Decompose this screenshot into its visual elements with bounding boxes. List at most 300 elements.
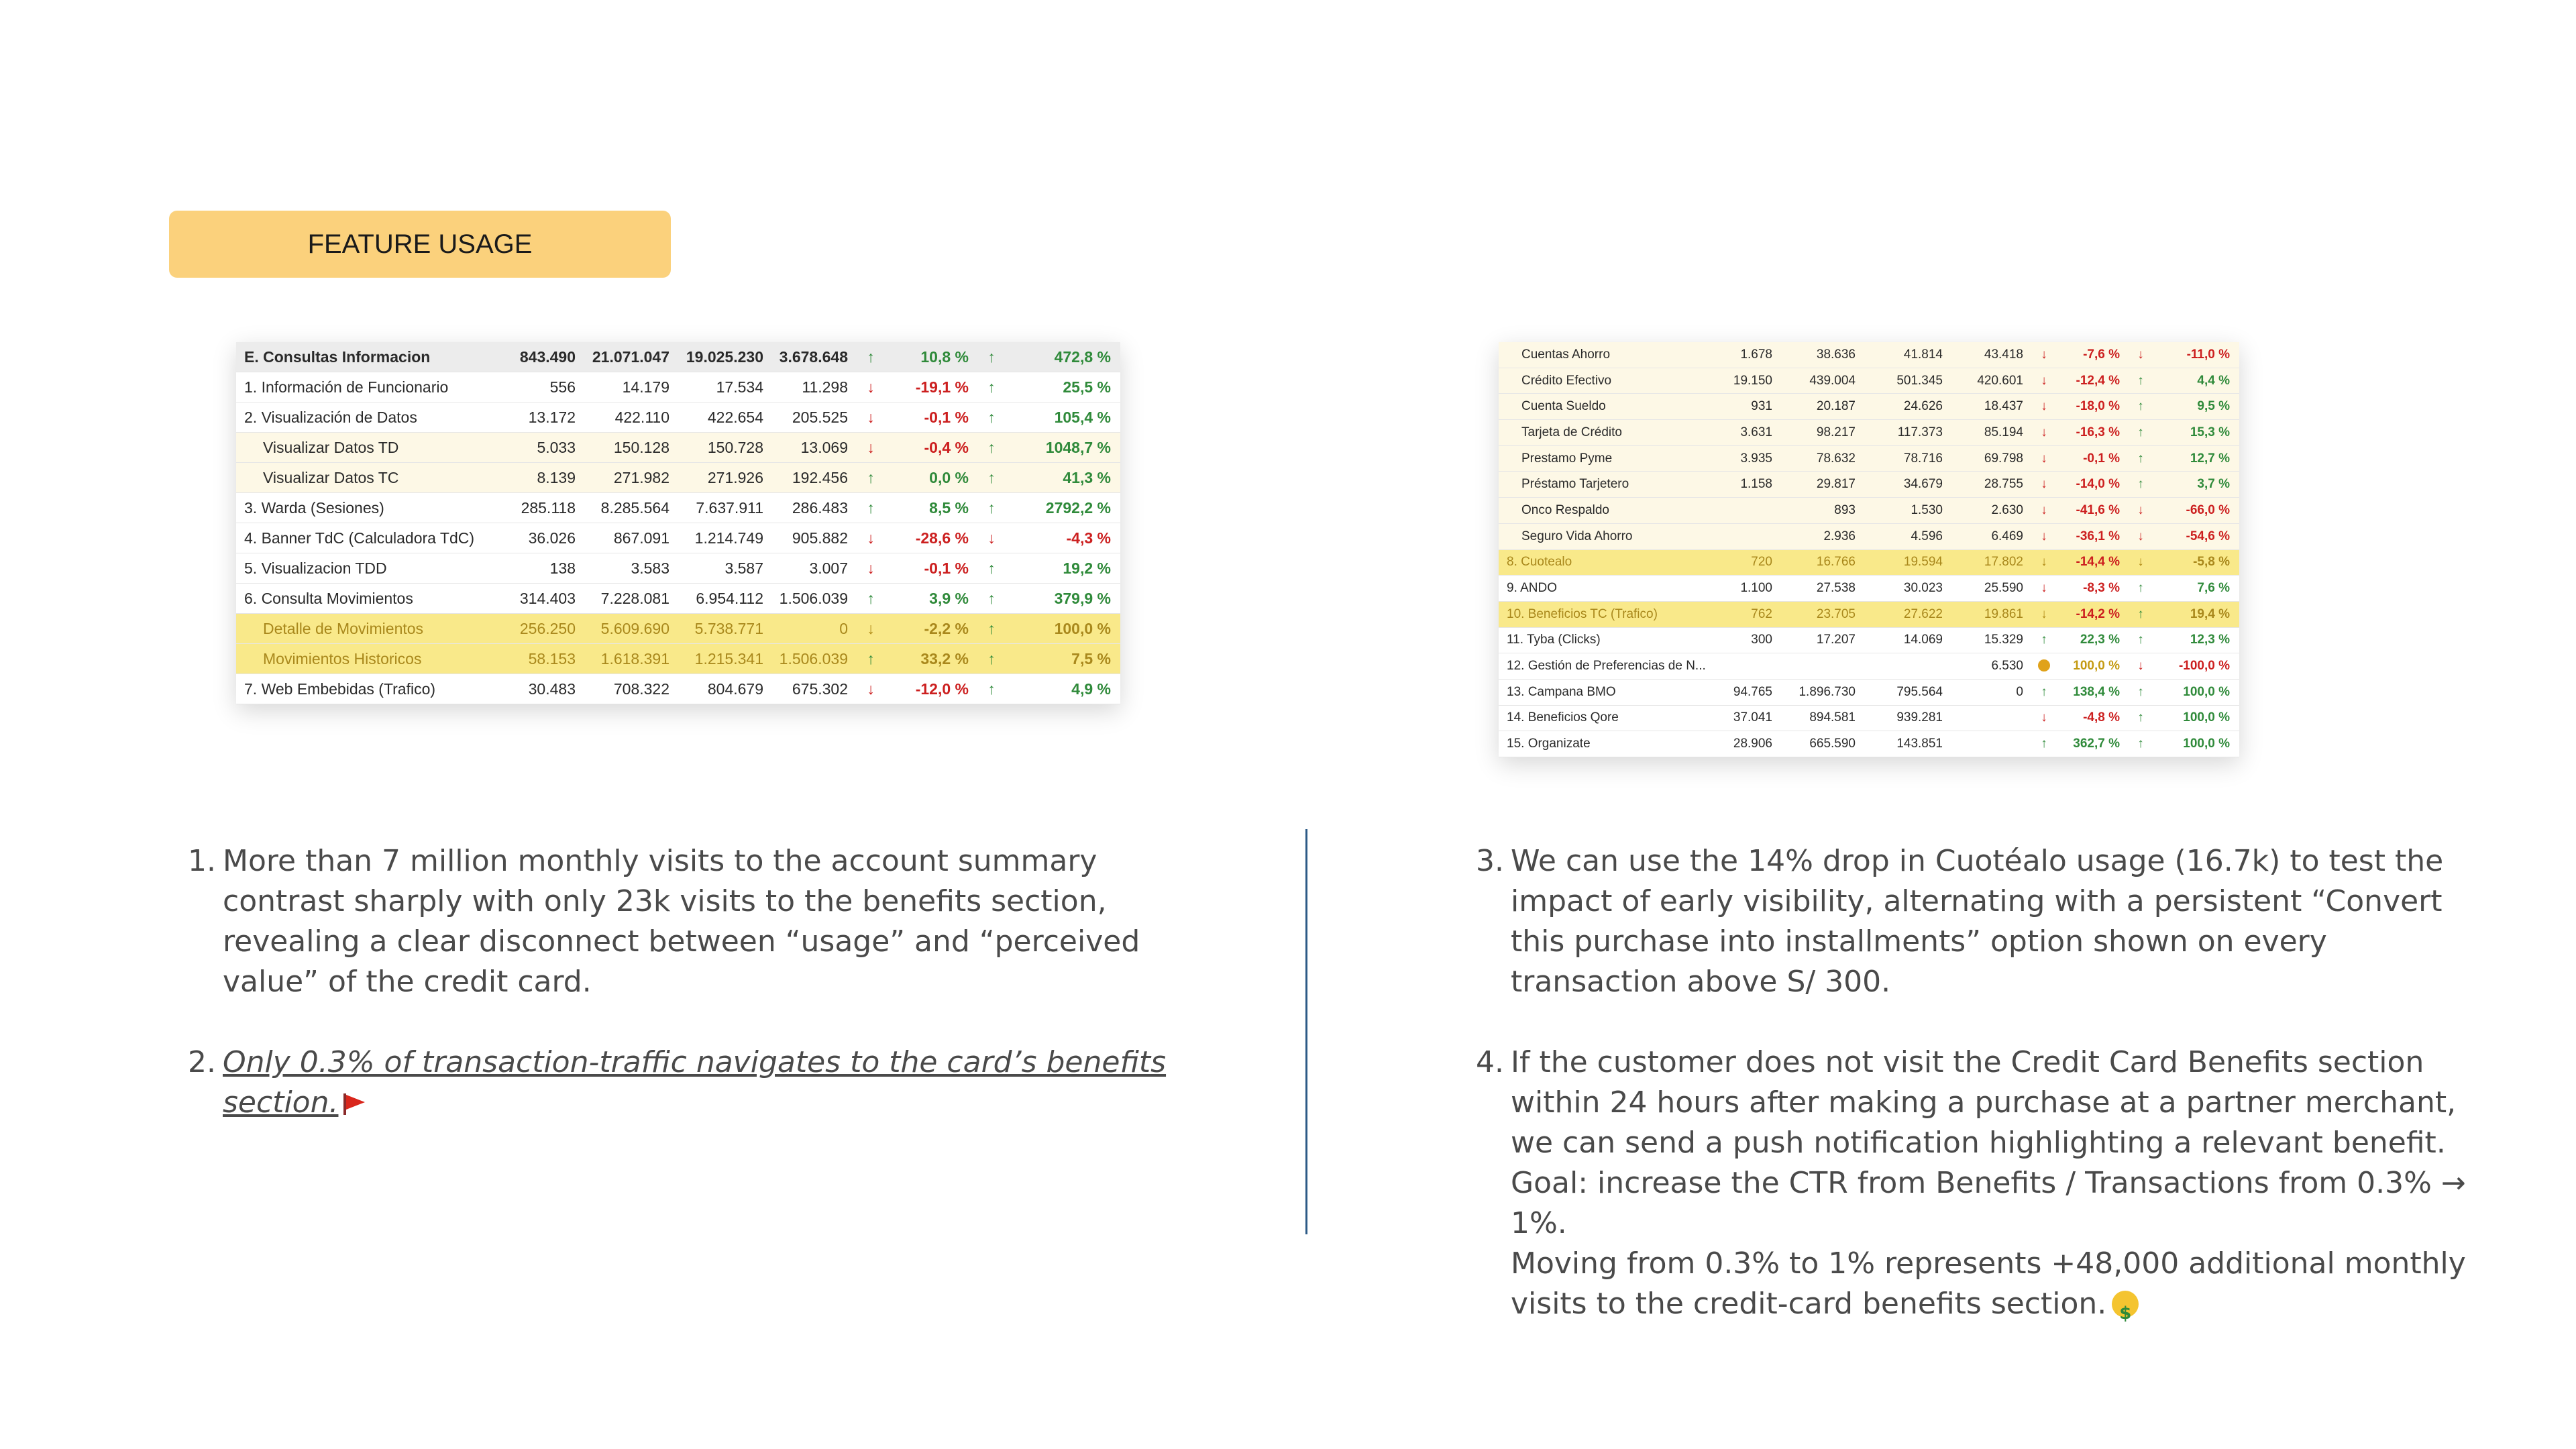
cell-value: 4.596: [1865, 523, 1952, 549]
pct-change: -12,0 %: [884, 674, 978, 704]
row-label: Detalle de Movimientos: [236, 614, 498, 644]
trend-arrow-icon: ↓: [2033, 601, 2055, 627]
cell-value: 117.373: [1865, 420, 1952, 446]
trend-arrow-icon: ↓: [978, 523, 1005, 553]
trend-arrow-icon: ↑: [978, 493, 1005, 523]
cell-value: 7.637.911: [679, 493, 773, 523]
cell-value: 939.281: [1865, 705, 1952, 731]
cell-value: 19.150: [1707, 368, 1782, 394]
insight-number: 1.: [188, 844, 216, 878]
row-label: 8. Cuotealo: [1499, 549, 1707, 576]
row-label: 12. Gestión de Preferencias de N...: [1499, 653, 1707, 680]
pct-change: 100,0 %: [2152, 705, 2239, 731]
insight-number: 2.: [188, 1045, 216, 1079]
table-row: [1499, 627, 2239, 653]
pct-change: 2792,2 %: [1005, 493, 1120, 523]
cell-value: 2.936: [1782, 523, 1865, 549]
cell-value: 15.329: [1952, 627, 2033, 653]
cell-value: 43.418: [1952, 342, 2033, 368]
cell-value: 720: [1707, 549, 1782, 576]
trend-arrow-icon: ↑: [857, 493, 884, 523]
trend-arrow-icon: ↓: [2033, 498, 2055, 524]
trend-arrow-icon: ↑: [857, 463, 884, 493]
row-label: 9. ANDO: [1499, 576, 1707, 602]
trend-arrow-icon: ↑: [857, 644, 884, 674]
cell-value: 5.738.771: [679, 614, 773, 644]
pct-change: -66,0 %: [2152, 498, 2239, 524]
pct-change: 33,2 %: [884, 644, 978, 674]
insight-item: [176, 1042, 1182, 1123]
trend-arrow-icon: ↑: [978, 614, 1005, 644]
trend-arrow-icon: ↓: [2033, 523, 2055, 549]
row-label: 15. Organizate: [1499, 731, 1707, 757]
cell-value: 843.490: [498, 342, 585, 372]
cell-value: 6.954.112: [679, 584, 773, 614]
cell-value: 14.179: [585, 372, 679, 402]
row-label: 11. Tyba (Clicks): [1499, 627, 1707, 653]
row-label: 10. Beneficios TC (Trafico): [1499, 601, 1707, 627]
row-label: 5. Visualizacion TDD: [236, 553, 498, 584]
table-row: [1499, 523, 2239, 549]
table-row: [1499, 679, 2239, 705]
pct-change: 9,5 %: [2152, 394, 2239, 420]
pct-change: 10,8 %: [884, 342, 978, 372]
trend-arrow-icon: ↑: [2129, 420, 2152, 446]
pct-change: -0,1 %: [884, 553, 978, 584]
cell-value: 138: [498, 553, 585, 584]
cell-value: 37.041: [1707, 705, 1782, 731]
cell-value: 795.564: [1865, 679, 1952, 705]
cell-value: 17.534: [679, 372, 773, 402]
trend-arrow-icon: ↑: [978, 463, 1005, 493]
pct-change: -54,6 %: [2152, 523, 2239, 549]
cell-value: 18.437: [1952, 394, 2033, 420]
cell-value: 6.469: [1952, 523, 2033, 549]
table-row: [236, 402, 1120, 433]
trend-arrow-icon: ↑: [978, 584, 1005, 614]
pct-change: -8,3 %: [2055, 576, 2129, 602]
trend-arrow-icon: ↑: [2129, 394, 2152, 420]
pct-change: 12,3 %: [2152, 627, 2239, 653]
trend-arrow-icon: ↑: [978, 433, 1005, 463]
cell-value: 8.139: [498, 463, 585, 493]
insight-impact: Moving from 0.3% to 1% represents +48,000 additional monthly visits to the credit-card benefits section.$: [1511, 1244, 2470, 1324]
pct-change: -5,8 %: [2152, 549, 2239, 576]
cell-value: 501.345: [1865, 368, 1952, 394]
row-label: Tarjeta de Crédito: [1499, 420, 1707, 446]
trend-arrow-icon: ↑: [2129, 601, 2152, 627]
trend-arrow-icon: ↑: [2033, 731, 2055, 757]
pct-change: 472,8 %: [1005, 342, 1120, 372]
cell-value: 38.636: [1782, 342, 1865, 368]
table-row: [1499, 445, 2239, 472]
cell-value: 665.590: [1782, 731, 1865, 757]
cell-value: 1.214.749: [679, 523, 773, 553]
row-label: Cuentas Ahorro: [1499, 342, 1707, 368]
cell-value: 29.817: [1782, 472, 1865, 498]
cell-value: 6.530: [1952, 653, 2033, 680]
pct-change: 100,0 %: [2152, 731, 2239, 757]
pct-change: -12,4 %: [2055, 368, 2129, 394]
trend-arrow-icon: ↑: [978, 372, 1005, 402]
cell-value: 0: [1952, 679, 2033, 705]
cell-value: 675.302: [773, 674, 857, 704]
trend-arrow-icon: ↓: [2129, 549, 2152, 576]
cell-value: 256.250: [498, 614, 585, 644]
pct-change: 1048,7 %: [1005, 433, 1120, 463]
cell-value: 762: [1707, 601, 1782, 627]
row-label: E. Consultas Informacion: [236, 342, 498, 372]
pct-change: 22,3 %: [2055, 627, 2129, 653]
cell-value: 314.403: [498, 584, 585, 614]
pct-change: -4,3 %: [1005, 523, 1120, 553]
cell-value: 905.882: [773, 523, 857, 553]
cell-value: 20.187: [1782, 394, 1865, 420]
pct-change: -11,0 %: [2152, 342, 2239, 368]
cell-value: 36.026: [498, 523, 585, 553]
cell-value: 34.679: [1865, 472, 1952, 498]
cell-value: 286.483: [773, 493, 857, 523]
cell-value: [1782, 653, 1865, 680]
insight-number: 4.: [1476, 1045, 1504, 1079]
table-row: [1499, 472, 2239, 498]
insights-list-right: [1464, 841, 2470, 1324]
table-row: [1499, 420, 2239, 446]
table-row: [236, 614, 1120, 644]
trend-arrow-icon: ↑: [978, 674, 1005, 704]
row-label: Seguro Vida Ahorro: [1499, 523, 1707, 549]
pct-change: 7,6 %: [2152, 576, 2239, 602]
cell-value: 2.630: [1952, 498, 2033, 524]
pct-change: 3,7 %: [2152, 472, 2239, 498]
cell-value: 7.228.081: [585, 584, 679, 614]
cell-value: [1952, 705, 2033, 731]
trend-arrow-icon: ↓: [2129, 653, 2152, 680]
row-label: 14. Beneficios Qore: [1499, 705, 1707, 731]
cell-value: 804.679: [679, 674, 773, 704]
cell-value: [1865, 653, 1952, 680]
cell-value: 19.594: [1865, 549, 1952, 576]
insight-text: More than 7 million monthly visits to the account summary contrast sharply with only 23k visits to the benefits section, revealing a clear disconnect between “usage” and “perceived value” of the credit card.: [223, 844, 1140, 999]
pct-change: 4,4 %: [2152, 368, 2239, 394]
cell-value: 1.506.039: [773, 644, 857, 674]
cell-value: 25.590: [1952, 576, 2033, 602]
table-row: [236, 433, 1120, 463]
cell-value: 1.506.039: [773, 584, 857, 614]
trend-arrow-icon: ↓: [2129, 342, 2152, 368]
row-label: Visualizar Datos TC: [236, 463, 498, 493]
pct-change: -14,4 %: [2055, 549, 2129, 576]
cell-value: 30.483: [498, 674, 585, 704]
cell-value: 931: [1707, 394, 1782, 420]
cell-value: [1952, 731, 2033, 757]
table-row: [236, 493, 1120, 523]
row-label: Crédito Efectivo: [1499, 368, 1707, 394]
table-row: [1499, 394, 2239, 420]
insight-item: [176, 841, 1182, 1002]
row-label: 2. Visualización de Datos: [236, 402, 498, 433]
cell-value: 420.601: [1952, 368, 2033, 394]
cell-value: 30.023: [1865, 576, 1952, 602]
cell-value: 1.100: [1707, 576, 1782, 602]
trend-arrow-icon: ↓: [2033, 368, 2055, 394]
row-label: 7. Web Embebidas (Trafico): [236, 674, 498, 704]
row-label: 6. Consulta Movimientos: [236, 584, 498, 614]
cell-value: 422.110: [585, 402, 679, 433]
table-row: [1499, 601, 2239, 627]
pct-change: 41,3 %: [1005, 463, 1120, 493]
pct-change: 19,2 %: [1005, 553, 1120, 584]
neutral-dot-icon: [2038, 659, 2050, 672]
trend-arrow-icon: ↓: [857, 433, 884, 463]
pct-change: -4,8 %: [2055, 705, 2129, 731]
row-label: Onco Respaldo: [1499, 498, 1707, 524]
cell-value: 11.298: [773, 372, 857, 402]
cell-value: 271.926: [679, 463, 773, 493]
table-row: [236, 553, 1120, 584]
trend-arrow-icon: ↑: [978, 644, 1005, 674]
pct-change: 3,9 %: [884, 584, 978, 614]
trend-arrow-icon: ↓: [857, 402, 884, 433]
row-label: 13. Campana BMO: [1499, 679, 1707, 705]
cell-value: 27.622: [1865, 601, 1952, 627]
money-face-icon: [2112, 1291, 2139, 1318]
trend-arrow-icon: ↓: [2033, 394, 2055, 420]
trend-arrow-icon: [2033, 653, 2055, 680]
trend-arrow-icon: ↑: [2129, 576, 2152, 602]
cell-value: 708.322: [585, 674, 679, 704]
trend-arrow-icon: ↓: [2129, 523, 2152, 549]
pct-change: 25,5 %: [1005, 372, 1120, 402]
cell-value: 58.153: [498, 644, 585, 674]
pct-change: -16,3 %: [2055, 420, 2129, 446]
trend-arrow-icon: ↑: [2033, 679, 2055, 705]
trend-arrow-icon: ↑: [2129, 731, 2152, 757]
table-row: [1499, 731, 2239, 757]
cell-value: 150.728: [679, 433, 773, 463]
table-row: [236, 584, 1120, 614]
cell-value: 3.583: [585, 553, 679, 584]
cell-value: 1.215.341: [679, 644, 773, 674]
cell-value: [1707, 653, 1782, 680]
cell-value: 556: [498, 372, 585, 402]
pct-change: -28,6 %: [884, 523, 978, 553]
table-row: [1499, 549, 2239, 576]
table-row: [1499, 705, 2239, 731]
cell-value: 24.626: [1865, 394, 1952, 420]
trend-arrow-icon: ↓: [857, 674, 884, 704]
insights-list-left: [176, 841, 1182, 1123]
cell-value: 17.802: [1952, 549, 2033, 576]
pct-change: 15,3 %: [2152, 420, 2239, 446]
cell-value: 894.581: [1782, 705, 1865, 731]
cell-value: 17.207: [1782, 627, 1865, 653]
trend-arrow-icon: ↓: [2033, 472, 2055, 498]
cell-value: 13.172: [498, 402, 585, 433]
feature-usage-badge: [169, 211, 671, 278]
cell-value: 205.525: [773, 402, 857, 433]
cell-value: 439.004: [1782, 368, 1865, 394]
cell-value: 94.765: [1707, 679, 1782, 705]
insight-goal: Goal: increase the CTR from Benefits / Transactions from 0.3% → 1%.: [1511, 1166, 2466, 1240]
trend-arrow-icon: ↑: [2129, 472, 2152, 498]
insight-item: [1464, 841, 2470, 1002]
cell-value: 85.194: [1952, 420, 2033, 446]
table-row: [1499, 368, 2239, 394]
cell-value: [1707, 498, 1782, 524]
cell-value: 69.798: [1952, 445, 2033, 472]
trend-arrow-icon: ↓: [2033, 705, 2055, 731]
pct-change: 4,9 %: [1005, 674, 1120, 704]
trend-arrow-icon: ↑: [2129, 705, 2152, 731]
trend-arrow-icon: ↑: [978, 402, 1005, 433]
table-row: [1499, 653, 2239, 680]
cell-value: 3.007: [773, 553, 857, 584]
trend-arrow-icon: ↓: [2033, 576, 2055, 602]
cell-value: 1.678: [1707, 342, 1782, 368]
pct-change: 100,0 %: [1005, 614, 1120, 644]
cell-value: 8.285.564: [585, 493, 679, 523]
pct-change: 100,0 %: [2055, 653, 2129, 680]
table-row: [236, 644, 1120, 674]
cell-value: 28.755: [1952, 472, 2033, 498]
row-label: Movimientos Historicos: [236, 644, 498, 674]
cell-value: 14.069: [1865, 627, 1952, 653]
pct-change: -2,2 %: [884, 614, 978, 644]
badge-title: FEATURE USAGE: [307, 229, 533, 259]
cell-value: 78.632: [1782, 445, 1865, 472]
pct-change: -0,1 %: [2055, 445, 2129, 472]
cell-value: 19.025.230: [679, 342, 773, 372]
insight-text: We can use the 14% drop in Cuotéalo usage (16.7k) to test the impact of early visibility, alternating with a persistent “Convert this purchase into installments” option shown on every transaction above S/ 300.: [1511, 844, 2444, 999]
trend-arrow-icon: ↓: [2033, 342, 2055, 368]
cell-value: 5.609.690: [585, 614, 679, 644]
cell-value: 1.618.391: [585, 644, 679, 674]
cell-value: 285.118: [498, 493, 585, 523]
row-label: 1. Información de Funcionario: [236, 372, 498, 402]
pct-change: -41,6 %: [2055, 498, 2129, 524]
cell-value: 41.814: [1865, 342, 1952, 368]
cell-value: 422.654: [679, 402, 773, 433]
table-row: [1499, 342, 2239, 368]
pct-change: -18,0 %: [2055, 394, 2129, 420]
pct-change: -36,1 %: [2055, 523, 2129, 549]
trend-arrow-icon: ↑: [857, 342, 884, 372]
trend-arrow-icon: ↓: [2033, 420, 2055, 446]
pct-change: 362,7 %: [2055, 731, 2129, 757]
pct-change: 7,5 %: [1005, 644, 1120, 674]
cell-value: 23.705: [1782, 601, 1865, 627]
trend-arrow-icon: ↓: [2033, 445, 2055, 472]
trend-arrow-icon: ↓: [857, 614, 884, 644]
cell-value: 16.766: [1782, 549, 1865, 576]
pct-change: 19,4 %: [2152, 601, 2239, 627]
cell-value: 28.906: [1707, 731, 1782, 757]
cell-value: 0: [773, 614, 857, 644]
trend-arrow-icon: ↑: [857, 584, 884, 614]
insight-number: 3.: [1476, 844, 1504, 878]
table-row: [1499, 576, 2239, 602]
pct-change: 12,7 %: [2152, 445, 2239, 472]
cell-value: 192.456: [773, 463, 857, 493]
trend-arrow-icon: ↑: [2129, 368, 2152, 394]
pct-change: -19,1 %: [884, 372, 978, 402]
pct-change: 8,5 %: [884, 493, 978, 523]
pct-change: 138,4 %: [2055, 679, 2129, 705]
cell-value: 3.631: [1707, 420, 1782, 446]
table-row: [236, 372, 1120, 402]
column-divider: [1305, 829, 1307, 1234]
pct-change: -7,6 %: [2055, 342, 2129, 368]
trend-arrow-icon: ↓: [857, 523, 884, 553]
row-label: 4. Banner TdC (Calculadora TdC): [236, 523, 498, 553]
insight-item: [1464, 1042, 2470, 1324]
trend-arrow-icon: ↑: [2033, 627, 2055, 653]
pct-change: -0,4 %: [884, 433, 978, 463]
pct-change: 0,0 %: [884, 463, 978, 493]
cell-value: 271.982: [585, 463, 679, 493]
trend-arrow-icon: ↑: [2129, 445, 2152, 472]
row-label: 3. Warda (Sesiones): [236, 493, 498, 523]
table-row: [236, 463, 1120, 493]
cell-value: 13.069: [773, 433, 857, 463]
cell-value: 21.071.047: [585, 342, 679, 372]
pct-change: 100,0 %: [2152, 679, 2239, 705]
pct-change: -0,1 %: [884, 402, 978, 433]
pct-change: -100,0 %: [2152, 653, 2239, 680]
cell-value: 1.158: [1707, 472, 1782, 498]
red-flag-icon: [342, 1093, 365, 1114]
trend-arrow-icon: ↓: [2033, 549, 2055, 576]
table-row: [236, 674, 1120, 704]
insight-text-emphasis: Only 0.3% of transaction-traffic navigates to the card’s benefits section.: [223, 1045, 1167, 1120]
insight-text: If the customer does not visit the Credit Card Benefits section within 24 hours after making a purchase at a partner merchant, we can send a push notification highlighting a relevant benefit.: [1511, 1045, 2457, 1160]
row-label: Cuenta Sueldo: [1499, 394, 1707, 420]
feature-usage-table-left: [236, 342, 1120, 704]
table-row: [1499, 498, 2239, 524]
trend-arrow-icon: ↑: [2129, 679, 2152, 705]
pct-change: 379,9 %: [1005, 584, 1120, 614]
row-label: Prestamo Pyme: [1499, 445, 1707, 472]
cell-value: 98.217: [1782, 420, 1865, 446]
cell-value: 893: [1782, 498, 1865, 524]
cell-value: 1.530: [1865, 498, 1952, 524]
cell-value: 3.587: [679, 553, 773, 584]
cell-value: 78.716: [1865, 445, 1952, 472]
row-label: Préstamo Tarjetero: [1499, 472, 1707, 498]
cell-value: 1.896.730: [1782, 679, 1865, 705]
cell-value: 867.091: [585, 523, 679, 553]
trend-arrow-icon: ↓: [857, 553, 884, 584]
cell-value: 3.678.648: [773, 342, 857, 372]
feature-usage-table-right: [1499, 342, 2239, 757]
trend-arrow-icon: ↓: [857, 372, 884, 402]
cell-value: 300: [1707, 627, 1782, 653]
pct-change: -14,2 %: [2055, 601, 2129, 627]
trend-arrow-icon: ↑: [978, 342, 1005, 372]
cell-value: 143.851: [1865, 731, 1952, 757]
cell-value: 27.538: [1782, 576, 1865, 602]
cell-value: 19.861: [1952, 601, 2033, 627]
cell-value: 5.033: [498, 433, 585, 463]
cell-value: 150.128: [585, 433, 679, 463]
pct-change: -14,0 %: [2055, 472, 2129, 498]
row-label: Visualizar Datos TD: [236, 433, 498, 463]
table-row: [236, 523, 1120, 553]
trend-arrow-icon: ↑: [2129, 627, 2152, 653]
trend-arrow-icon: ↑: [978, 553, 1005, 584]
cell-value: [1707, 523, 1782, 549]
